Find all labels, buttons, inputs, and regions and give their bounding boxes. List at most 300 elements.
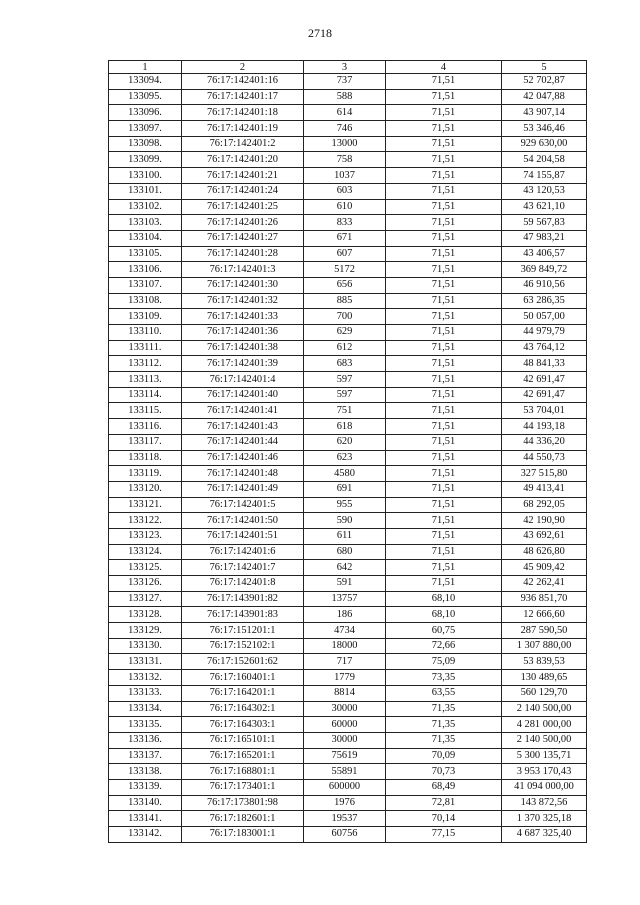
- table-row: [109, 528, 587, 544]
- value-cell: 43 120,53: [502, 183, 587, 199]
- table-row: [109, 387, 587, 403]
- table-row: [109, 623, 587, 639]
- table-row: [109, 136, 587, 152]
- area-cell: 186: [304, 607, 386, 623]
- rate-cell: 71,51: [386, 356, 502, 372]
- value-cell: 53 839,53: [502, 654, 587, 670]
- cadastral-number-cell: 76:17:142401:19: [182, 121, 304, 137]
- value-cell: 560 129,70: [502, 685, 587, 701]
- area-cell: 623: [304, 450, 386, 466]
- area-cell: 19537: [304, 811, 386, 827]
- value-cell: 327 515,80: [502, 466, 587, 482]
- row-number-cell: 133097.: [109, 121, 182, 137]
- rate-cell: 68,10: [386, 607, 502, 623]
- value-cell: 42 262,41: [502, 576, 587, 592]
- rate-cell: 71,51: [386, 497, 502, 513]
- column-header: 2: [182, 61, 304, 74]
- value-cell: 936 851,70: [502, 591, 587, 607]
- table-row: [109, 827, 587, 843]
- table-row: [109, 183, 587, 199]
- value-cell: 47 983,21: [502, 230, 587, 246]
- area-cell: 600000: [304, 779, 386, 795]
- area-cell: 737: [304, 74, 386, 90]
- row-number-cell: 133104.: [109, 230, 182, 246]
- table-row: [109, 701, 587, 717]
- row-number-cell: 133121.: [109, 497, 182, 513]
- value-cell: 48 841,33: [502, 356, 587, 372]
- value-cell: 4 687 325,40: [502, 827, 587, 843]
- table-row: [109, 168, 587, 184]
- cadastral-number-cell: 76:17:142401:32: [182, 293, 304, 309]
- value-cell: 43 907,14: [502, 105, 587, 121]
- value-cell: 53 346,46: [502, 121, 587, 137]
- table-row: [109, 199, 587, 215]
- table-row: [109, 764, 587, 780]
- rate-cell: 71,51: [386, 121, 502, 137]
- value-cell: 41 094 000,00: [502, 779, 587, 795]
- area-cell: 955: [304, 497, 386, 513]
- cadastral-number-cell: 76:17:142401:3: [182, 262, 304, 278]
- rate-cell: 71,51: [386, 199, 502, 215]
- value-cell: 1 307 880,00: [502, 638, 587, 654]
- table-row: [109, 544, 587, 560]
- area-cell: 590: [304, 513, 386, 529]
- value-cell: 74 155,87: [502, 168, 587, 184]
- area-cell: 629: [304, 325, 386, 341]
- rate-cell: 71,51: [386, 560, 502, 576]
- row-number-cell: 133139.: [109, 779, 182, 795]
- cadastral-number-cell: 76:17:142401:17: [182, 89, 304, 105]
- cadastral-number-cell: 76:17:142401:39: [182, 356, 304, 372]
- column-header: 4: [386, 61, 502, 74]
- area-cell: 5172: [304, 262, 386, 278]
- value-cell: 43 764,12: [502, 340, 587, 356]
- table-row: [109, 795, 587, 811]
- row-number-cell: 133109.: [109, 309, 182, 325]
- area-cell: 751: [304, 403, 386, 419]
- cadastral-number-cell: 76:17:142401:25: [182, 199, 304, 215]
- rate-cell: 71,35: [386, 717, 502, 733]
- page-number: 2718: [308, 26, 332, 40]
- value-cell: 2 140 500,00: [502, 701, 587, 717]
- area-cell: 1037: [304, 168, 386, 184]
- row-number-cell: 133114.: [109, 387, 182, 403]
- rate-cell: 71,51: [386, 277, 502, 293]
- row-number-cell: 133129.: [109, 623, 182, 639]
- cadastral-number-cell: 76:17:173801:98: [182, 795, 304, 811]
- table-row: [109, 89, 587, 105]
- table-row: [109, 560, 587, 576]
- value-cell: 42 691,47: [502, 372, 587, 388]
- rate-cell: 71,51: [386, 466, 502, 482]
- table-row: [109, 717, 587, 733]
- row-number-cell: 133101.: [109, 183, 182, 199]
- rate-cell: 71,51: [386, 340, 502, 356]
- cadastral-number-cell: 76:17:142401:7: [182, 560, 304, 576]
- cadastral-number-cell: 76:17:165101:1: [182, 732, 304, 748]
- row-number-cell: 133140.: [109, 795, 182, 811]
- row-number-cell: 133116.: [109, 419, 182, 435]
- area-cell: 588: [304, 89, 386, 105]
- area-cell: 758: [304, 152, 386, 168]
- value-cell: 44 550,73: [502, 450, 587, 466]
- rate-cell: 72,66: [386, 638, 502, 654]
- row-number-cell: 133098.: [109, 136, 182, 152]
- row-number-cell: 133142.: [109, 827, 182, 843]
- rate-cell: 71,51: [386, 419, 502, 435]
- cadastral-number-cell: 76:17:142401:33: [182, 309, 304, 325]
- row-number-cell: 133141.: [109, 811, 182, 827]
- rate-cell: 71,51: [386, 136, 502, 152]
- row-number-cell: 133130.: [109, 638, 182, 654]
- rate-cell: 71,51: [386, 481, 502, 497]
- row-number-cell: 133096.: [109, 105, 182, 121]
- row-number-cell: 133133.: [109, 685, 182, 701]
- rate-cell: 71,51: [386, 372, 502, 388]
- row-number-cell: 133094.: [109, 74, 182, 90]
- rate-cell: 71,51: [386, 293, 502, 309]
- value-cell: 12 666,60: [502, 607, 587, 623]
- table-row: [109, 74, 587, 90]
- area-cell: 13000: [304, 136, 386, 152]
- row-number-cell: 133122.: [109, 513, 182, 529]
- cadastral-number-cell: 76:17:142401:46: [182, 450, 304, 466]
- cadastral-number-cell: 76:17:142401:18: [182, 105, 304, 121]
- value-cell: 46 910,56: [502, 277, 587, 293]
- table-row: [109, 685, 587, 701]
- row-number-cell: 133111.: [109, 340, 182, 356]
- table-row: [109, 309, 587, 325]
- rate-cell: 71,51: [386, 528, 502, 544]
- area-cell: 60000: [304, 717, 386, 733]
- value-cell: 369 849,72: [502, 262, 587, 278]
- table-row: [109, 105, 587, 121]
- row-number-cell: 133125.: [109, 560, 182, 576]
- cadastral-number-cell: 76:17:168801:1: [182, 764, 304, 780]
- cadastral-number-cell: 76:17:165201:1: [182, 748, 304, 764]
- area-cell: 680: [304, 544, 386, 560]
- value-cell: 52 702,87: [502, 74, 587, 90]
- row-number-cell: 133138.: [109, 764, 182, 780]
- row-number-cell: 133136.: [109, 732, 182, 748]
- rate-cell: 77,15: [386, 827, 502, 843]
- cadastral-number-cell: 76:17:142401:49: [182, 481, 304, 497]
- rate-cell: 71,51: [386, 450, 502, 466]
- rate-cell: 71,51: [386, 544, 502, 560]
- rate-cell: 71,51: [386, 262, 502, 278]
- column-header: 1: [109, 61, 182, 74]
- cadastral-number-cell: 76:17:160401:1: [182, 670, 304, 686]
- cadastral-number-cell: 76:17:142401:2: [182, 136, 304, 152]
- table-row: [109, 513, 587, 529]
- area-cell: 833: [304, 215, 386, 231]
- table-row: [109, 325, 587, 341]
- area-cell: 597: [304, 372, 386, 388]
- cadastral-number-cell: 76:17:142401:40: [182, 387, 304, 403]
- area-cell: 75619: [304, 748, 386, 764]
- row-number-cell: 133128.: [109, 607, 182, 623]
- table-row: [109, 372, 587, 388]
- area-cell: 30000: [304, 732, 386, 748]
- row-number-cell: 133132.: [109, 670, 182, 686]
- cadastral-number-cell: 76:17:142401:6: [182, 544, 304, 560]
- value-cell: 929 630,00: [502, 136, 587, 152]
- area-cell: 656: [304, 277, 386, 293]
- table-row: [109, 215, 587, 231]
- table-row: [109, 811, 587, 827]
- row-number-cell: 133120.: [109, 481, 182, 497]
- cadastral-number-cell: 76:17:142401:20: [182, 152, 304, 168]
- row-number-cell: 133126.: [109, 576, 182, 592]
- rate-cell: 71,51: [386, 513, 502, 529]
- value-cell: 59 567,83: [502, 215, 587, 231]
- value-cell: 43 621,10: [502, 199, 587, 215]
- area-cell: 18000: [304, 638, 386, 654]
- area-cell: 610: [304, 199, 386, 215]
- rate-cell: 63,55: [386, 685, 502, 701]
- area-cell: 746: [304, 121, 386, 137]
- cadastral-number-cell: 76:17:142401:41: [182, 403, 304, 419]
- cadastral-number-cell: 76:17:152102:1: [182, 638, 304, 654]
- cadastral-number-cell: 76:17:151201:1: [182, 623, 304, 639]
- value-cell: 42 190,90: [502, 513, 587, 529]
- value-cell: 68 292,05: [502, 497, 587, 513]
- cadastral-number-cell: 76:17:142401:27: [182, 230, 304, 246]
- area-cell: 614: [304, 105, 386, 121]
- rate-cell: 71,51: [386, 434, 502, 450]
- cadastral-number-cell: 76:17:142401:50: [182, 513, 304, 529]
- row-number-cell: 133106.: [109, 262, 182, 278]
- cadastral-number-cell: 76:17:142401:28: [182, 246, 304, 262]
- cadastral-number-cell: 76:17:142401:51: [182, 528, 304, 544]
- area-cell: 700: [304, 309, 386, 325]
- row-number-cell: 133112.: [109, 356, 182, 372]
- row-number-cell: 133137.: [109, 748, 182, 764]
- cadastral-number-cell: 76:17:142401:26: [182, 215, 304, 231]
- table-row: [109, 340, 587, 356]
- table-row: [109, 607, 587, 623]
- rate-cell: 71,35: [386, 701, 502, 717]
- table-row: [109, 262, 587, 278]
- value-cell: 1 370 325,18: [502, 811, 587, 827]
- rate-cell: 68,10: [386, 591, 502, 607]
- value-cell: 5 300 135,71: [502, 748, 587, 764]
- value-cell: 45 909,42: [502, 560, 587, 576]
- cadastral-number-cell: 76:17:173401:1: [182, 779, 304, 795]
- table-row: [109, 434, 587, 450]
- table-row: [109, 638, 587, 654]
- rate-cell: 71,51: [386, 576, 502, 592]
- area-cell: 691: [304, 481, 386, 497]
- rate-cell: 70,14: [386, 811, 502, 827]
- cadastral-number-cell: 76:17:164303:1: [182, 717, 304, 733]
- value-cell: 44 193,18: [502, 419, 587, 435]
- cadastral-number-cell: 76:17:142401:30: [182, 277, 304, 293]
- header-row: [109, 61, 587, 74]
- rate-cell: 71,51: [386, 152, 502, 168]
- row-number-cell: 133102.: [109, 199, 182, 215]
- cadastral-number-cell: 76:17:152601:62: [182, 654, 304, 670]
- row-number-cell: 133105.: [109, 246, 182, 262]
- row-number-cell: 133127.: [109, 591, 182, 607]
- row-number-cell: 133110.: [109, 325, 182, 341]
- cadastral-number-cell: 76:17:143901:83: [182, 607, 304, 623]
- cadastral-number-cell: 76:17:142401:24: [182, 183, 304, 199]
- cadastral-number-cell: 76:17:142401:44: [182, 434, 304, 450]
- rate-cell: 70,73: [386, 764, 502, 780]
- value-cell: 287 590,50: [502, 623, 587, 639]
- area-cell: 612: [304, 340, 386, 356]
- rate-cell: 73,35: [386, 670, 502, 686]
- value-cell: 3 953 170,43: [502, 764, 587, 780]
- value-cell: 44 336,20: [502, 434, 587, 450]
- area-cell: 717: [304, 654, 386, 670]
- area-cell: 1779: [304, 670, 386, 686]
- cadastral-number-cell: 76:17:142401:43: [182, 419, 304, 435]
- rate-cell: 71,51: [386, 387, 502, 403]
- value-cell: 43 406,57: [502, 246, 587, 262]
- table-row: [109, 293, 587, 309]
- cadastral-number-cell: 76:17:164201:1: [182, 685, 304, 701]
- area-cell: 618: [304, 419, 386, 435]
- table-row: [109, 576, 587, 592]
- area-cell: 620: [304, 434, 386, 450]
- table-row: [109, 152, 587, 168]
- table-row: [109, 591, 587, 607]
- area-cell: 55891: [304, 764, 386, 780]
- row-number-cell: 133135.: [109, 717, 182, 733]
- rate-cell: 71,51: [386, 168, 502, 184]
- rate-cell: 71,51: [386, 74, 502, 90]
- cadastral-number-cell: 76:17:142401:5: [182, 497, 304, 513]
- cadastral-number-cell: 76:17:142401:8: [182, 576, 304, 592]
- rate-cell: 71,51: [386, 89, 502, 105]
- table-row: [109, 450, 587, 466]
- rate-cell: 72,81: [386, 795, 502, 811]
- row-number-cell: 133095.: [109, 89, 182, 105]
- rate-cell: 71,51: [386, 309, 502, 325]
- row-number-cell: 133100.: [109, 168, 182, 184]
- column-header: 5: [502, 61, 587, 74]
- value-cell: 43 692,61: [502, 528, 587, 544]
- cadastral-number-cell: 76:17:142401:38: [182, 340, 304, 356]
- table-row: [109, 121, 587, 137]
- area-cell: 13757: [304, 591, 386, 607]
- area-cell: 642: [304, 560, 386, 576]
- value-cell: 53 704,01: [502, 403, 587, 419]
- value-cell: 42 047,88: [502, 89, 587, 105]
- cadastral-number-cell: 76:17:182601:1: [182, 811, 304, 827]
- value-cell: 143 872,56: [502, 795, 587, 811]
- row-number-cell: 133117.: [109, 434, 182, 450]
- value-cell: 4 281 000,00: [502, 717, 587, 733]
- table-body: [109, 74, 587, 843]
- rate-cell: 71,51: [386, 230, 502, 246]
- area-cell: 8814: [304, 685, 386, 701]
- rate-cell: 71,51: [386, 183, 502, 199]
- area-cell: 4734: [304, 623, 386, 639]
- value-cell: 48 626,80: [502, 544, 587, 560]
- column-header: 3: [304, 61, 386, 74]
- value-cell: 50 057,00: [502, 309, 587, 325]
- value-cell: 44 979,79: [502, 325, 587, 341]
- table-row: [109, 403, 587, 419]
- cadastral-number-cell: 76:17:143901:82: [182, 591, 304, 607]
- area-cell: 671: [304, 230, 386, 246]
- cadastral-number-cell: 76:17:183001:1: [182, 827, 304, 843]
- cadastral-number-cell: 76:17:142401:48: [182, 466, 304, 482]
- row-number-cell: 133107.: [109, 277, 182, 293]
- area-cell: 683: [304, 356, 386, 372]
- value-cell: 42 691,47: [502, 387, 587, 403]
- rate-cell: 71,51: [386, 403, 502, 419]
- row-number-cell: 133113.: [109, 372, 182, 388]
- table-row: [109, 246, 587, 262]
- row-number-cell: 133134.: [109, 701, 182, 717]
- table-row: [109, 419, 587, 435]
- area-cell: 30000: [304, 701, 386, 717]
- table-row: [109, 277, 587, 293]
- cadastral-number-cell: 76:17:142401:16: [182, 74, 304, 90]
- rate-cell: 60,75: [386, 623, 502, 639]
- table-row: [109, 466, 587, 482]
- area-cell: 60756: [304, 827, 386, 843]
- rate-cell: 71,35: [386, 732, 502, 748]
- table-row: [109, 670, 587, 686]
- cadastral-number-cell: 76:17:142401:36: [182, 325, 304, 341]
- table-row: [109, 497, 587, 513]
- rate-cell: 68,49: [386, 779, 502, 795]
- cadastral-number-cell: 76:17:142401:4: [182, 372, 304, 388]
- rate-cell: 71,51: [386, 105, 502, 121]
- rate-cell: 71,51: [386, 246, 502, 262]
- row-number-cell: 133103.: [109, 215, 182, 231]
- rate-cell: 75,09: [386, 654, 502, 670]
- area-cell: 607: [304, 246, 386, 262]
- value-cell: 130 489,65: [502, 670, 587, 686]
- table-row: [109, 732, 587, 748]
- table-row: [109, 230, 587, 246]
- rate-cell: 71,51: [386, 215, 502, 231]
- rate-cell: 70,09: [386, 748, 502, 764]
- area-cell: 603: [304, 183, 386, 199]
- area-cell: 885: [304, 293, 386, 309]
- table-row: [109, 481, 587, 497]
- cadastral-number-cell: 76:17:164302:1: [182, 701, 304, 717]
- area-cell: 597: [304, 387, 386, 403]
- row-number-cell: 133131.: [109, 654, 182, 670]
- cadastral-table: [108, 60, 587, 843]
- table-row: [109, 356, 587, 372]
- value-cell: 63 286,35: [502, 293, 587, 309]
- table-row: [109, 748, 587, 764]
- row-number-cell: 133115.: [109, 403, 182, 419]
- rate-cell: 71,51: [386, 325, 502, 341]
- row-number-cell: 133118.: [109, 450, 182, 466]
- row-number-cell: 133108.: [109, 293, 182, 309]
- row-number-cell: 133123.: [109, 528, 182, 544]
- area-cell: 1976: [304, 795, 386, 811]
- row-number-cell: 133119.: [109, 466, 182, 482]
- value-cell: 54 204,58: [502, 152, 587, 168]
- value-cell: 49 413,41: [502, 481, 587, 497]
- table-row: [109, 654, 587, 670]
- row-number-cell: 133124.: [109, 544, 182, 560]
- row-number-cell: 133099.: [109, 152, 182, 168]
- area-cell: 591: [304, 576, 386, 592]
- table-row: [109, 779, 587, 795]
- area-cell: 4580: [304, 466, 386, 482]
